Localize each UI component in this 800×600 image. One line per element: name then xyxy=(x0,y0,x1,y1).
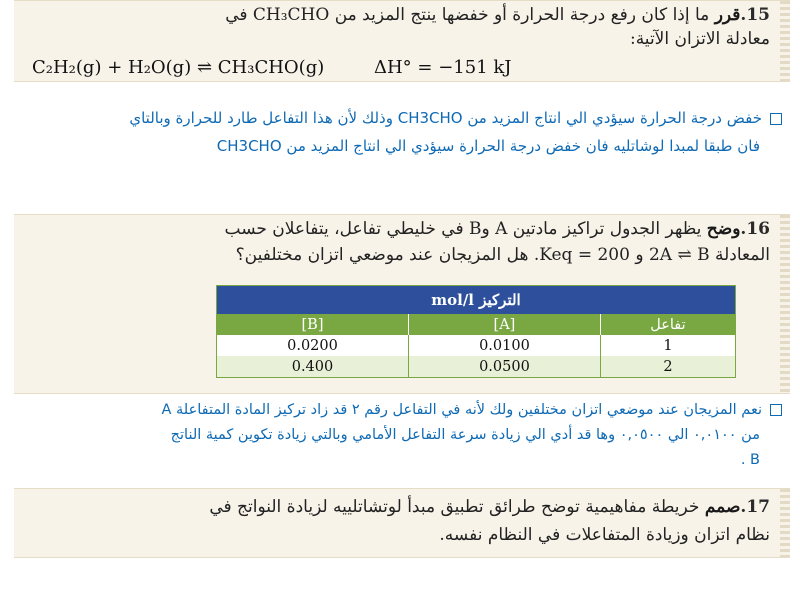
answer-16-text-1: نعم المزيجان عند موضعي اتزان مختلفين ولك لأنه في التفاعل رقم ٢ قد زاد تركيز المادة المتفاعلة A xyxy=(161,402,762,418)
checkbox-bullet-icon xyxy=(770,113,782,125)
question-15-panel xyxy=(14,0,790,82)
column-header-a: [A] xyxy=(408,314,600,335)
answer-15-line-1 xyxy=(14,104,782,132)
question-15-number: 15. xyxy=(740,5,770,25)
cell-reaction: 1 xyxy=(600,335,735,356)
concentration-table xyxy=(216,285,736,378)
question-15-keyword: قرر xyxy=(714,5,741,25)
cell-b: 0.0200 xyxy=(217,335,409,356)
answer-16-line-3: B . xyxy=(740,452,760,468)
table-unit-header: التركيز mol/l xyxy=(217,286,736,315)
question-16-number: 16. xyxy=(740,219,770,239)
question-17-keyword: صمم xyxy=(704,497,741,517)
question-15-text-1: ما إذا كان رفع درجة الحرارة أو خفضها ينتج المزيد من CH₃CHO في xyxy=(225,5,710,25)
cell-a: 0.0100 xyxy=(408,335,600,356)
question-17-text-1: خريطة مفاهيمية توضح طرائق تطبيق مبدأ لوتشاتلييه لزيادة النواتج في xyxy=(209,497,700,517)
answer-16 xyxy=(14,398,782,473)
column-header-reaction: تفاعل xyxy=(600,314,735,335)
table-column-header-row xyxy=(217,314,736,335)
question-17-panel xyxy=(14,488,790,558)
equation-formula: C₂H₂(g) + H₂O(g) ⇌ CH₃CHO(g) xyxy=(32,57,325,78)
answer-15-line-2: فان طبقا لمبدا لوشاتليه فان خفض درجة الحرارة سيؤدي الي انتاج المزيد من CH3CHO xyxy=(216,137,760,155)
table-row xyxy=(217,335,736,356)
cell-a: 0.0500 xyxy=(408,356,600,378)
question-16-keyword: وضح xyxy=(706,219,741,239)
answer-15 xyxy=(14,104,782,160)
enthalpy-change: ΔH° = −151 kJ xyxy=(373,57,512,78)
table-unit-header-row xyxy=(217,286,736,315)
question-16-line-2: المعادلة 2A ⇌ B و Keq = 200. هل المزيجان عند موضعي اتزان مختلفين؟ xyxy=(235,245,770,265)
cell-b: 0.400 xyxy=(217,356,409,378)
answer-16-line-1 xyxy=(14,398,782,423)
question-15-equation xyxy=(32,57,512,78)
question-16-text-1: يظهر الجدول تراكيز مادتين A وB في خليطي تفاعل، يتفاعلان حسب xyxy=(224,219,702,239)
cell-reaction: 2 xyxy=(600,356,735,378)
question-17-line-2: نظام اتزان وزيادة المتفاعلات في النظام نفسه. xyxy=(439,525,770,545)
checkbox-bullet-icon xyxy=(770,404,782,416)
question-15-line-2: معادلة الاتزان الآتية: xyxy=(629,29,770,49)
answer-15-text-1: خفض درجة الحرارة سيؤدي الي انتاج المزيد من CH3CHO وذلك لأن هذا التفاعل طارد للحرارة وبالتاي xyxy=(129,109,762,127)
table-row xyxy=(217,356,736,378)
question-17-number: 17. xyxy=(740,497,770,517)
column-header-b: [B] xyxy=(217,314,409,335)
answer-16-line-2: من ٠,٠١٠٠ الي ٠,٠٥٠٠ وها قد أدي الي زيادة سرعة التفاعل الأمامي وبالتي زيادة تكوين كمية الناتج xyxy=(170,427,760,443)
question-15-line-1 xyxy=(30,5,770,25)
question-16-line-1 xyxy=(30,219,770,239)
question-17-line-1 xyxy=(30,497,770,517)
